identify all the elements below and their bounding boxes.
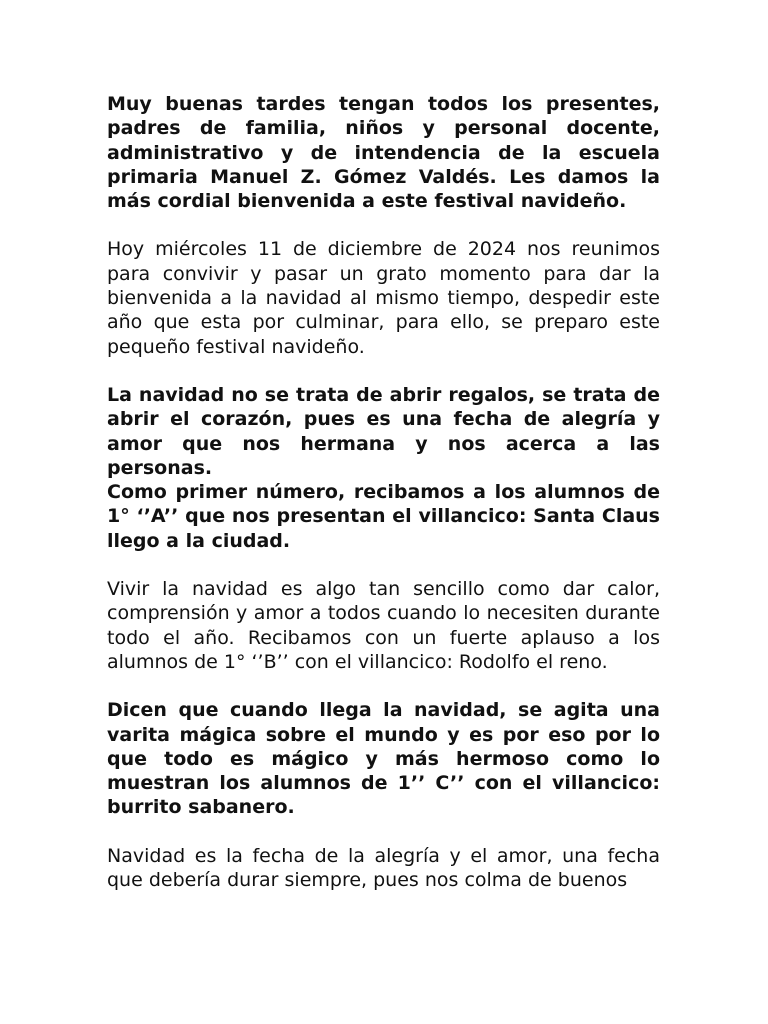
paragraph-third-number: Dicen que cuando llega la navidad, se agita una varita mágica sobre el mundo y es por eso por lo que todo es mágico y más hermoso como lo muestran los alumnos de 1’’ C’’ con el villancico: burrito sabanero. bbox=[107, 699, 660, 819]
paragraph-closing-fragment: Navidad es la fecha de la alegría y el amor, una fecha que debería durar siempre, pues nos colma de buenos bbox=[107, 844, 660, 892]
paragraph-date-intro: Hoy miércoles 11 de diciembre de 2024 nos reunimos para convivir y pasar un grato momento para dar la bienvenida a la navidad al mismo tiempo, despedir este año que esta por culminar, para ello, se preparo este pequeño festival navideño. bbox=[107, 238, 660, 358]
paragraph-second-number: Vivir la navidad es algo tan sencillo como dar calor, comprensión y amor a todos cuando lo necesiten durante todo el año. Recibamos con un fuerte aplauso a los alumnos de 1° ‘’B’’ con el villancico: Rodolfo el reno. bbox=[107, 578, 660, 673]
document-page bbox=[107, 92, 660, 916]
paragraph-welcome: Muy buenas tardes tengan todos los presentes, padres de familia, niños y personal docente, administrativo y de intendencia de la escuela primaria Manuel Z. Gómez Valdés. Les damos la más cordial bienvenida a este festival navideño. bbox=[107, 93, 660, 213]
paragraph-navidad-corazon: La navidad no se trata de abrir regalos, se trata de abrir el corazón, pues es una fecha de alegría y amor que nos hermana y nos acerca a las personas. bbox=[107, 383, 660, 479]
paragraph-first-number: Como primer número, recibamos a los alumnos de 1° ‘’A’’ que nos presentan el villancico: Santa Claus llego a la ciudad. bbox=[107, 481, 660, 552]
